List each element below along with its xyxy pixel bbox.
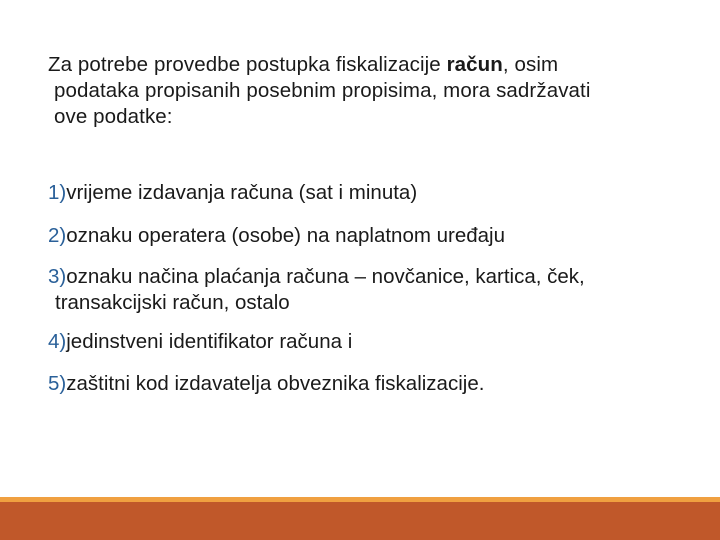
list-item-number: 2) xyxy=(48,224,67,247)
list-item-continuation: transakcijski račun, ostalo xyxy=(55,291,290,314)
list-item-text: vrijeme izdavanja računa (sat i minuta) xyxy=(66,181,418,204)
intro-paragraph xyxy=(48,52,688,130)
list-item-number: 5) xyxy=(48,372,67,395)
intro-line1-end: , osim xyxy=(502,53,559,76)
intro-line1-start: Za potrebe provedbe postupka fiskalizacije xyxy=(48,53,447,76)
intro-line2: podataka propisanih posebnim propisima, mora sadržavati xyxy=(54,79,591,102)
list-item xyxy=(48,371,484,397)
list-item xyxy=(48,180,417,206)
footer-bar xyxy=(0,502,720,540)
list-item-text: oznaku operatera (osobe) na naplatnom uređaju xyxy=(66,224,506,247)
list-item-number: 3) xyxy=(48,265,67,288)
list-item xyxy=(48,329,352,355)
intro-line3: ove podatke: xyxy=(54,105,173,128)
list-item-text: jedinstveni identifikator računa i xyxy=(66,330,353,353)
list-item-number: 4) xyxy=(48,330,67,353)
list-item-number: 1) xyxy=(48,181,67,204)
list-item xyxy=(48,264,585,316)
intro-bold-term: račun xyxy=(446,53,503,76)
list-item-text: zaštitni kod izdavatelja obveznika fiskalizacije. xyxy=(66,372,485,395)
list-item xyxy=(48,223,505,249)
list-item-text: oznaku načina plaćanja računa – novčanice, kartica, ček, xyxy=(66,265,585,288)
